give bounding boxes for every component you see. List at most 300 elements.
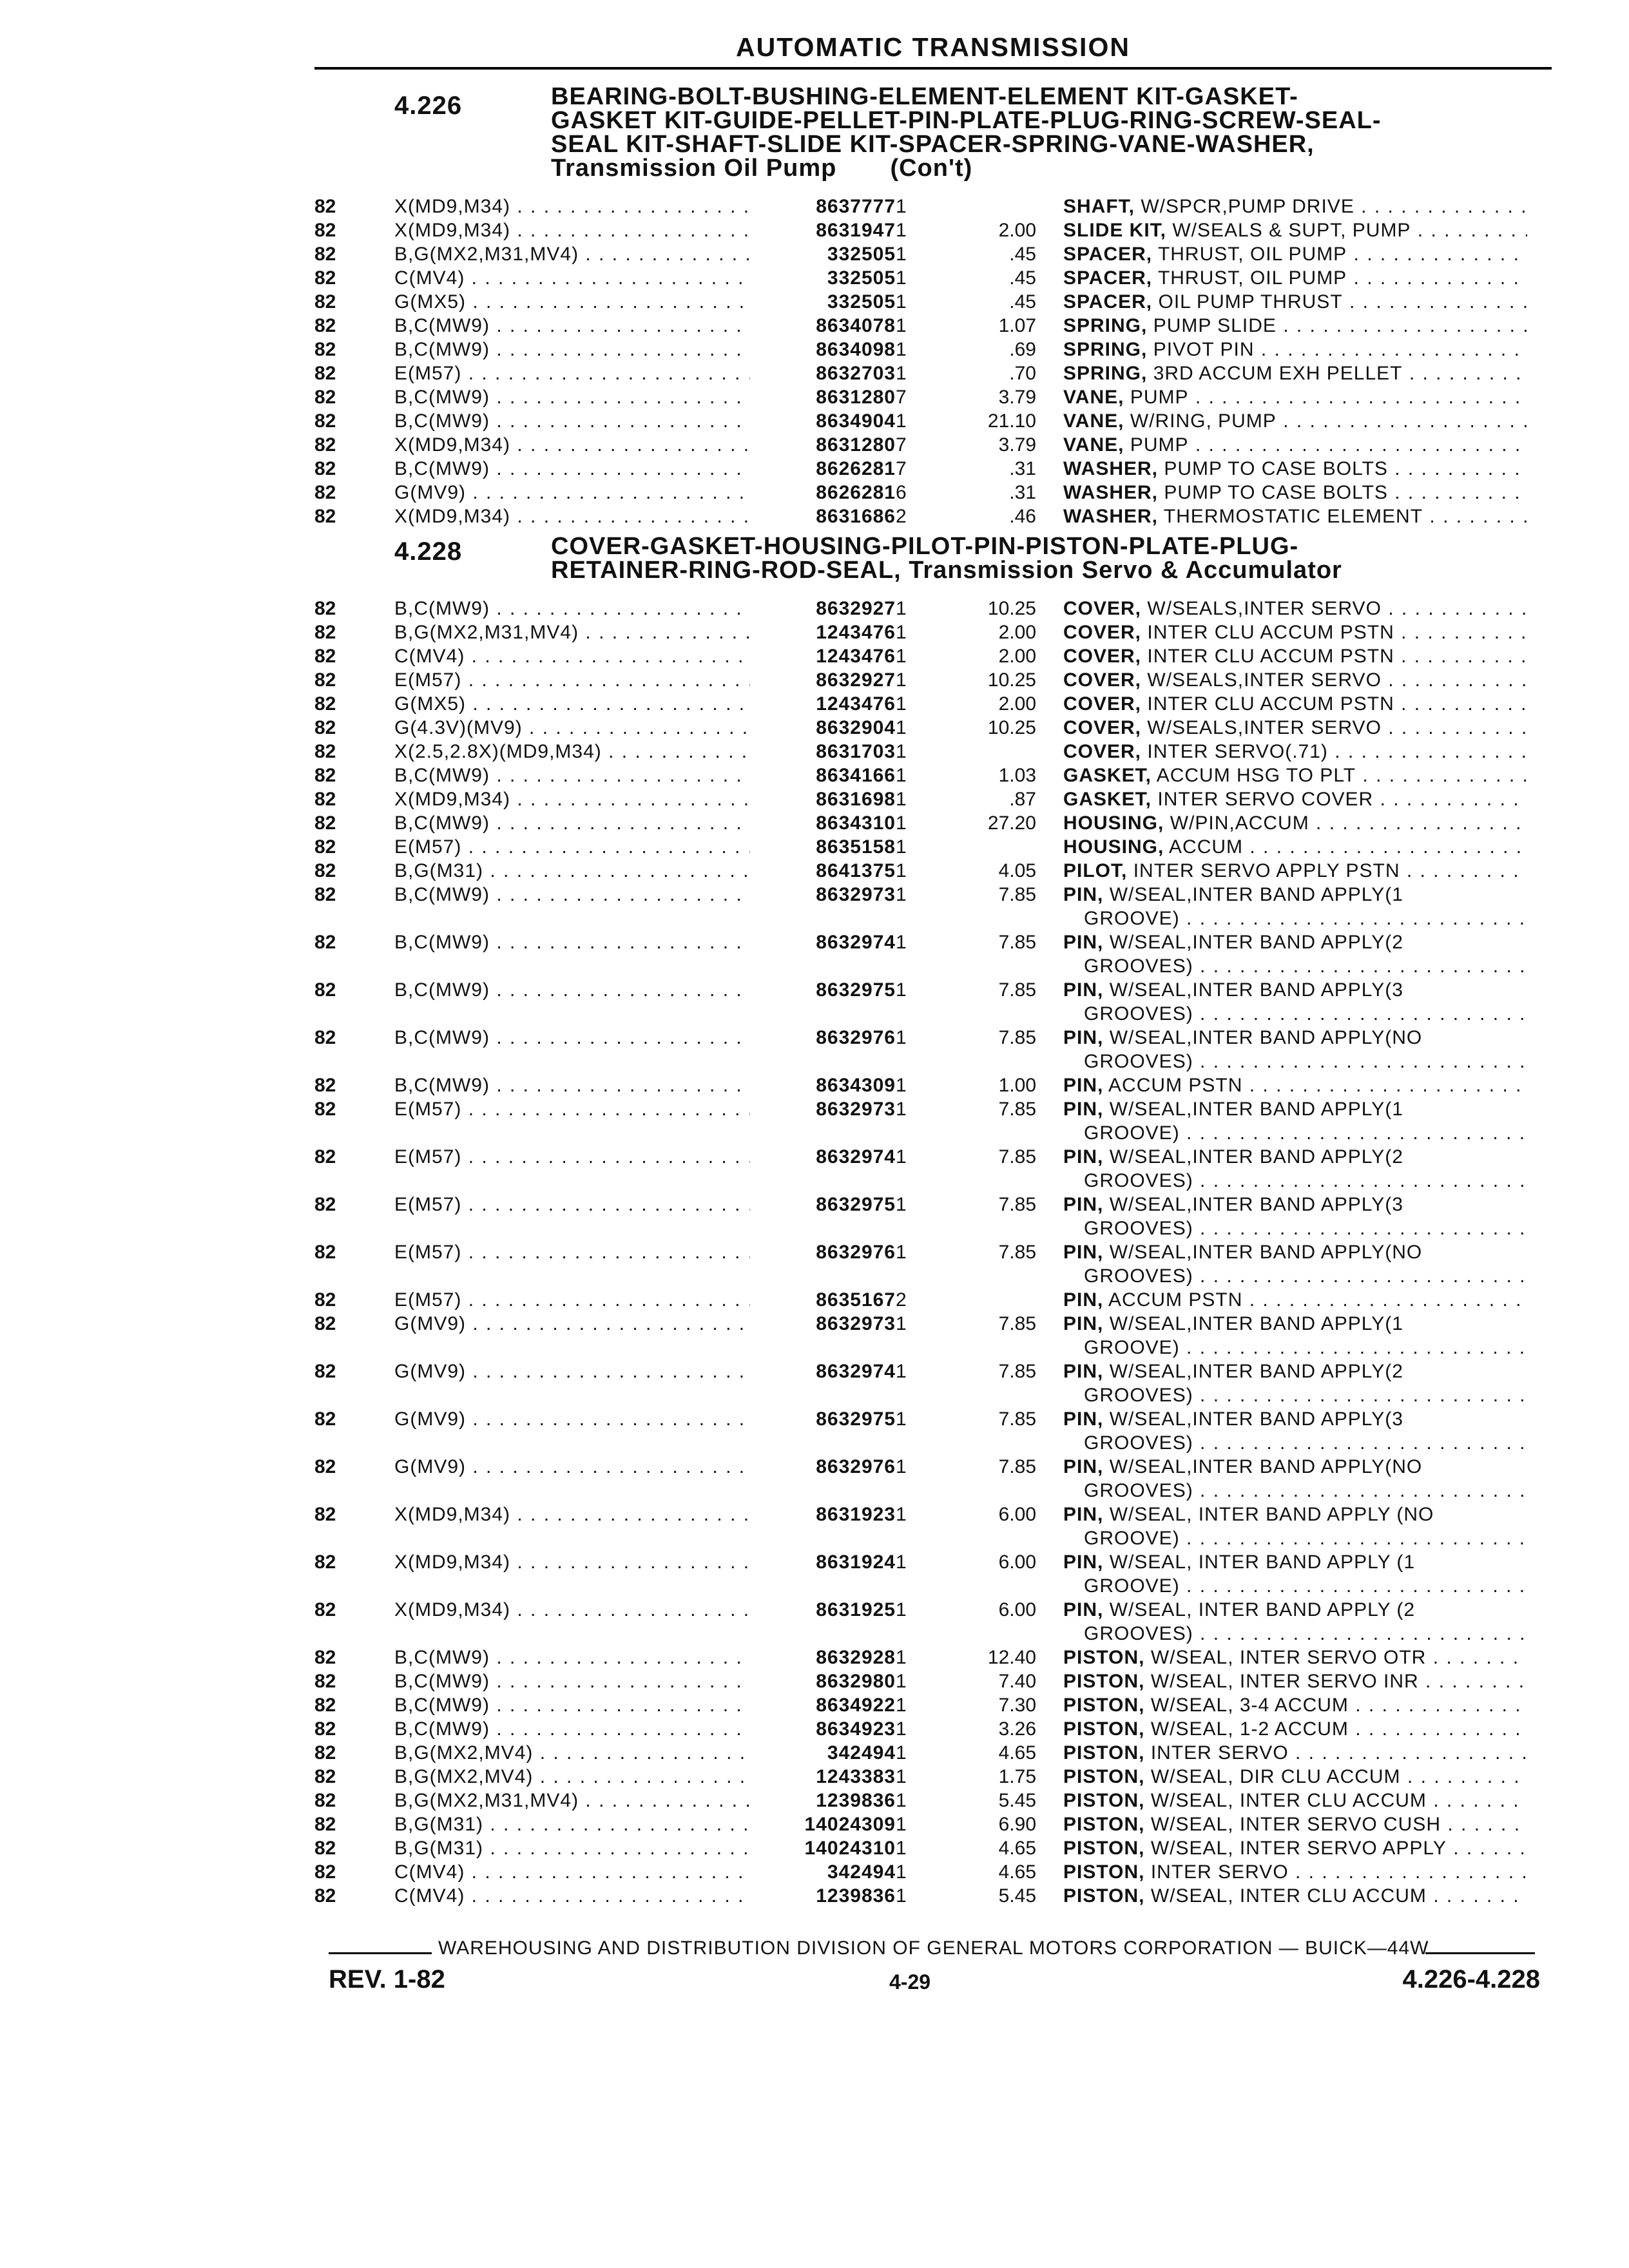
part-description: PUMP TO CASE BOLTS	[1164, 458, 1388, 479]
description-cell	[1063, 668, 1527, 692]
application-cell: G(MV9) . . .	[394, 1455, 750, 1479]
part-number-cell: 1243476	[816, 646, 896, 667]
application-cell: E(M57) . . .	[394, 361, 750, 385]
year-cell: 82	[314, 1671, 336, 1692]
application-cell: B,C(MW9) . . .	[394, 1073, 750, 1097]
quantity-cell: 1	[896, 1671, 907, 1692]
part-number-cell: 8632927	[816, 669, 896, 691]
part-description: W/SEALS & SUPT, PUMP	[1172, 220, 1411, 241]
table-row	[0, 218, 1629, 242]
application-cell: B,G(M31) . . .	[394, 859, 750, 883]
part-description: W/PIN,ACCUM	[1170, 812, 1309, 834]
year-cell: 82	[314, 363, 336, 384]
part-description: OIL PUMP THRUST	[1158, 291, 1343, 312]
table-row	[0, 1145, 1629, 1193]
application-cell: B,C(MW9) . . .	[394, 883, 750, 907]
description-continuation: GROOVE) . . .	[1084, 1336, 1528, 1360]
part-description: W/SEAL, INTER CLU ACCUM	[1150, 1885, 1427, 1907]
quantity-cell: 1	[896, 1313, 907, 1334]
part-description: W/SEAL,INTER BAND APPLY(3	[1109, 1408, 1403, 1430]
price-cell: 10.25	[987, 598, 1036, 619]
part-number-cell: 8632976	[816, 1242, 896, 1263]
part-name: PIN,	[1063, 1242, 1104, 1263]
part-number-cell: 342494	[827, 1742, 896, 1763]
part-name: VANE,	[1063, 387, 1124, 408]
description-continuation: GROOVE) . . .	[1084, 1574, 1528, 1598]
part-description: W/SEAL, 1-2 ACCUM	[1150, 1718, 1349, 1740]
year-cell: 82	[314, 812, 336, 834]
application-cell: B,C(MW9) . . .	[394, 314, 750, 338]
description-cell	[1063, 1073, 1527, 1097]
part-name: VANE,	[1063, 434, 1124, 456]
table-row	[0, 1193, 1629, 1240]
part-number-cell: 1239836	[816, 1790, 896, 1811]
application-cell: X(MD9,M34) . . .	[394, 1503, 750, 1526]
application-cell: B,C(MW9) . . .	[394, 930, 750, 954]
table-row	[0, 1288, 1629, 1312]
part-number-cell: 8632974	[816, 1146, 896, 1168]
part-name: GASKET,	[1063, 789, 1152, 810]
section-title-part: RETAINER-RING-ROD-SEAL,	[551, 557, 901, 584]
price-cell: 2.00	[998, 693, 1036, 715]
part-name: HOUSING,	[1063, 836, 1164, 858]
description-continuation: GROOVE) . . .	[1084, 1121, 1528, 1145]
part-number-cell: 8631698	[816, 789, 896, 810]
application-cell: X(MD9,M34) . . .	[394, 1550, 750, 1574]
description-continuation: GROOVE) . . .	[1084, 1526, 1528, 1550]
table-row	[0, 1240, 1629, 1288]
quantity-cell: 2	[896, 506, 907, 527]
quantity-cell: 1	[896, 1790, 907, 1811]
application-cell: E(M57) . . .	[394, 1097, 750, 1121]
part-name: COVER,	[1063, 693, 1142, 715]
section-number: 4.228	[394, 537, 463, 566]
description-cell	[1063, 1646, 1527, 1669]
description-cell	[1063, 1312, 1527, 1336]
part-number-cell: 8632927	[816, 598, 896, 619]
year-cell: 82	[314, 1194, 336, 1215]
quantity-cell: 1	[896, 812, 907, 834]
table-row	[0, 1455, 1629, 1503]
application-cell: B,C(MW9) . . .	[394, 597, 750, 620]
part-number-cell: 8631686	[816, 506, 896, 527]
section-title-line: COVER-GASKET-HOUSING-PILOT-PIN-PISTON-PLATE-PLUG-	[551, 533, 1299, 560]
part-description: W/SEAL, INTER BAND APPLY (NO	[1109, 1504, 1434, 1525]
section-subtitle-line	[551, 157, 1556, 180]
quantity-cell: 1	[896, 196, 907, 217]
part-number-cell: 8634166	[816, 765, 896, 786]
application-cell: C(MV4) . . .	[394, 1860, 750, 1884]
quantity-cell: 1	[896, 693, 907, 715]
table-row	[0, 338, 1629, 361]
page-number: 4-29	[889, 1970, 931, 1994]
part-name: PISTON,	[1063, 1814, 1145, 1835]
part-name: PISTON,	[1063, 1695, 1145, 1716]
year-cell: 82	[314, 1456, 336, 1477]
part-number-cell: 8632973	[816, 1313, 896, 1334]
application-cell: C(MV4) . . .	[394, 266, 750, 290]
description-cell	[1063, 1145, 1527, 1169]
part-name: PIN,	[1063, 1456, 1104, 1477]
table-row	[0, 692, 1629, 716]
footer-rule-left	[329, 1952, 432, 1954]
price-cell: 10.25	[987, 717, 1036, 738]
table-row	[0, 1097, 1629, 1145]
price-cell: 7.85	[998, 1361, 1036, 1382]
section-title	[551, 85, 1556, 180]
year-cell: 82	[314, 1099, 336, 1120]
part-number-cell: 332505	[827, 244, 896, 265]
application-cell: B,C(MW9) . . .	[394, 1026, 750, 1050]
quantity-cell: 1	[896, 1075, 907, 1096]
description-cell	[1063, 1550, 1527, 1574]
part-number-cell: 8632980	[816, 1671, 896, 1692]
description-cell	[1063, 433, 1527, 457]
application-cell: B,G(M31) . . .	[394, 1812, 750, 1836]
part-number-cell: 8632975	[816, 1194, 896, 1215]
part-name: SPACER,	[1063, 267, 1153, 289]
part-description: W/SPCR,PUMP DRIVE	[1141, 196, 1354, 217]
quantity-cell: 1	[896, 291, 907, 312]
application-cell: B,G(MX2,MV4) . . .	[394, 1765, 750, 1789]
part-description: PUMP	[1130, 434, 1189, 456]
price-cell: 7.85	[998, 1194, 1036, 1215]
quantity-cell: 1	[896, 1647, 907, 1668]
quantity-cell: 1	[896, 598, 907, 619]
application-cell: G(MV9) . . .	[394, 1360, 750, 1383]
part-description: W/SEAL,INTER BAND APPLY(3	[1109, 1194, 1403, 1215]
year-cell: 82	[314, 717, 336, 738]
description-cell	[1063, 1288, 1527, 1312]
year-cell: 82	[314, 506, 336, 527]
part-number-cell: 8632975	[816, 979, 896, 1001]
description-cell	[1063, 338, 1527, 361]
application-cell: B,C(MW9) . . .	[394, 338, 750, 361]
table-row	[0, 1860, 1629, 1884]
application-cell: G(MX5) . . .	[394, 290, 750, 314]
description-cell	[1063, 883, 1527, 907]
price-cell: .87	[1009, 789, 1036, 810]
year-cell: 82	[314, 1790, 336, 1811]
quantity-cell: 1	[896, 1766, 907, 1787]
price-cell: 2.00	[998, 622, 1036, 643]
description-cell	[1063, 787, 1527, 811]
quantity-cell: 1	[896, 765, 907, 786]
table-row	[0, 1669, 1629, 1693]
description-cell	[1063, 978, 1527, 1002]
price-cell: 2.00	[998, 220, 1036, 241]
description-continuation: GROOVES) . . .	[1084, 954, 1528, 978]
part-name: PIN,	[1063, 1194, 1104, 1215]
description-cell	[1063, 1669, 1527, 1693]
table-row	[0, 1812, 1629, 1836]
quantity-cell: 1	[896, 339, 907, 360]
year-cell: 82	[314, 244, 336, 265]
year-cell: 82	[314, 1146, 336, 1168]
table-row	[0, 1884, 1629, 1908]
quantity-cell: 1	[896, 1718, 907, 1740]
part-description: W/SEAL,INTER BAND APPLY(1	[1109, 1099, 1403, 1120]
year-cell: 82	[314, 646, 336, 667]
part-number-cell: 8634923	[816, 1718, 896, 1740]
application-cell: G(MV9) . . .	[394, 1407, 750, 1431]
description-continuation: GROOVES) . . .	[1084, 1216, 1528, 1240]
part-number-cell: 8631280	[816, 387, 896, 408]
section-title-line: BEARING-BOLT-BUSHING-ELEMENT-ELEMENT KIT-GASKET-	[551, 83, 1298, 110]
description-cell	[1063, 218, 1527, 242]
part-number-cell: 8634309	[816, 1075, 896, 1096]
part-name: WASHER,	[1063, 506, 1159, 527]
part-description: W/SEAL, INTER BAND APPLY (1	[1109, 1552, 1416, 1573]
part-description: W/SEAL, 3-4 ACCUM	[1150, 1695, 1349, 1716]
description-cell	[1063, 1860, 1527, 1884]
part-name: PIN,	[1063, 1504, 1104, 1525]
description-cell	[1063, 597, 1527, 620]
description-cell	[1063, 1407, 1527, 1431]
application-cell: B,C(MW9) . . .	[394, 385, 750, 409]
part-number-cell: 1243476	[816, 693, 896, 715]
part-description: W/SEAL,INTER BAND APPLY(1	[1109, 1313, 1403, 1334]
part-description: W/SEAL,INTER BAND APPLY(3	[1109, 979, 1403, 1001]
part-description: INTER SERVO	[1150, 1861, 1289, 1883]
price-cell: .45	[1009, 244, 1036, 265]
part-description: PUMP SLIDE	[1153, 315, 1277, 336]
year-cell: 82	[314, 669, 336, 691]
table-row	[0, 1073, 1629, 1097]
description-cell	[1063, 1193, 1527, 1216]
part-description: W/SEAL,INTER BAND APPLY(2	[1109, 932, 1403, 953]
quantity-cell: 1	[896, 410, 907, 432]
description-cell	[1063, 1240, 1527, 1264]
part-number-cell: 8632973	[816, 1099, 896, 1120]
part-name: PIN,	[1063, 932, 1104, 953]
part-name: PISTON,	[1063, 1885, 1145, 1907]
year-cell: 82	[314, 836, 336, 858]
part-description: W/SEAL, INTER SERVO CUSH	[1150, 1814, 1441, 1835]
price-cell: 7.85	[998, 979, 1036, 1001]
part-number-cell: 8632976	[816, 1456, 896, 1477]
description-cell	[1063, 314, 1527, 338]
application-cell: B,G(M31) . . .	[394, 1836, 750, 1860]
table-row	[0, 1312, 1629, 1360]
footer-rule-right	[1425, 1952, 1535, 1954]
description-cell	[1063, 1503, 1527, 1526]
application-cell: X(MD9,M34) . . .	[394, 505, 750, 528]
quantity-cell: 1	[896, 836, 907, 858]
table-row	[0, 1836, 1629, 1860]
application-cell: B,C(MW9) . . .	[394, 811, 750, 835]
year-cell: 82	[314, 1647, 336, 1668]
price-cell: 7.85	[998, 1313, 1036, 1334]
price-cell: 7.85	[998, 884, 1036, 905]
part-name: PISTON,	[1063, 1647, 1145, 1668]
footer-organization: WAREHOUSING AND DISTRIBUTION DIVISION OF GENERAL MOTORS CORPORATION — BUICK—44W	[438, 1937, 1429, 1959]
quantity-cell: 1	[896, 1242, 907, 1263]
part-name: PISTON,	[1063, 1671, 1145, 1692]
application-cell: C(MV4) . . .	[394, 644, 750, 668]
description-cell	[1063, 457, 1527, 481]
table-row	[0, 978, 1629, 1026]
year-cell: 82	[314, 1552, 336, 1573]
part-number-cell: 342494	[827, 1861, 896, 1883]
quantity-cell: 1	[896, 1456, 907, 1477]
price-cell: 5.45	[998, 1790, 1036, 1811]
application-cell: B,G(MX2,MV4) . . .	[394, 1741, 750, 1765]
table-row	[0, 1789, 1629, 1812]
table-row	[0, 409, 1629, 433]
quantity-cell: 1	[896, 1885, 907, 1907]
description-cell	[1063, 644, 1527, 668]
year-cell: 82	[314, 1361, 336, 1382]
description-cell	[1063, 1741, 1527, 1765]
year-cell: 82	[314, 196, 336, 217]
table-row	[0, 1717, 1629, 1741]
part-description: W/SEAL,INTER BAND APPLY(NO	[1109, 1242, 1423, 1263]
description-cell	[1063, 195, 1527, 218]
page-header: AUTOMATIC TRANSMISSION	[736, 32, 1130, 62]
application-cell: B,C(MW9) . . .	[394, 978, 750, 1002]
year-cell: 82	[314, 979, 336, 1001]
application-cell: E(M57) . . .	[394, 1145, 750, 1169]
table-row	[0, 597, 1629, 620]
part-name: COVER,	[1063, 646, 1142, 667]
year-cell: 82	[314, 1599, 336, 1620]
quantity-cell: 1	[896, 741, 907, 762]
quantity-cell: 1	[896, 220, 907, 241]
quantity-cell: 1	[896, 789, 907, 810]
quantity-cell: 1	[896, 363, 907, 384]
part-number-cell: 8626281	[816, 482, 896, 503]
part-description: ACCUM HSG TO PLT	[1156, 765, 1356, 786]
part-name: SLIDE KIT,	[1063, 220, 1167, 241]
quantity-cell: 7	[896, 434, 907, 456]
quantity-cell: 1	[896, 1814, 907, 1835]
description-cell	[1063, 290, 1527, 314]
part-name: PIN,	[1063, 884, 1104, 905]
year-cell: 82	[314, 598, 336, 619]
price-cell: 4.05	[998, 860, 1036, 881]
application-cell: B,G(MX2,M31,MV4) . . .	[394, 1789, 750, 1812]
application-cell: X(2.5,2.8X)(MD9,M34) . . .	[394, 740, 750, 764]
application-cell: B,C(MW9) . . .	[394, 764, 750, 787]
part-number-cell: 14024310	[804, 1838, 896, 1859]
price-cell: 7.85	[998, 1099, 1036, 1120]
part-name: PISTON,	[1063, 1790, 1145, 1811]
description-cell	[1063, 1836, 1527, 1860]
year-cell: 82	[314, 1718, 336, 1740]
year-cell: 82	[314, 765, 336, 786]
section-range: 4.226-4.228	[1402, 1965, 1540, 1994]
part-description: W/SEAL, INTER CLU ACCUM	[1150, 1790, 1427, 1811]
table-row	[0, 811, 1629, 835]
price-cell: .45	[1009, 267, 1036, 289]
description-continuation: GROOVES) . . .	[1084, 1479, 1528, 1503]
application-cell: E(M57) . . .	[394, 1193, 750, 1216]
price-cell: 1.07	[998, 315, 1036, 336]
table-row	[0, 457, 1629, 481]
price-cell: 12.40	[987, 1647, 1036, 1668]
price-cell: 4.65	[998, 1861, 1036, 1883]
application-cell: B,G(MX2,M31,MV4) . . .	[394, 242, 750, 266]
description-cell	[1063, 835, 1527, 859]
part-number-cell: 1243383	[816, 1766, 896, 1787]
part-description: PIVOT PIN	[1153, 339, 1255, 360]
part-number-cell: 8632703	[816, 363, 896, 384]
part-number-cell: 8626281	[816, 458, 896, 479]
application-cell: E(M57) . . .	[394, 668, 750, 692]
year-cell: 82	[314, 1408, 336, 1430]
description-cell	[1063, 505, 1527, 528]
description-continuation: GROOVES) . . .	[1084, 1050, 1528, 1073]
table-row	[0, 314, 1629, 338]
table-row	[0, 764, 1629, 787]
price-cell: 4.65	[998, 1742, 1036, 1763]
description-cell	[1063, 1097, 1527, 1121]
description-cell	[1063, 1765, 1527, 1789]
quantity-cell: 1	[896, 979, 907, 1001]
part-description: W/SEAL,INTER BAND APPLY(NO	[1109, 1456, 1423, 1477]
part-number-cell: 1243476	[816, 622, 896, 643]
application-cell: G(MX5) . . .	[394, 692, 750, 716]
part-name: PIN,	[1063, 1408, 1104, 1430]
description-cell	[1063, 692, 1527, 716]
part-name: PIN,	[1063, 1027, 1104, 1048]
year-cell: 82	[314, 220, 336, 241]
part-description: INTER SERVO COVER	[1157, 789, 1374, 810]
application-cell: B,C(MW9) . . .	[394, 1693, 750, 1717]
part-name: PIN,	[1063, 1599, 1104, 1620]
table-row	[0, 787, 1629, 811]
price-cell: 1.03	[998, 765, 1036, 786]
quantity-cell: 1	[896, 1861, 907, 1883]
price-cell: 7.85	[998, 1242, 1036, 1263]
quantity-cell: 1	[896, 1146, 907, 1168]
revision-label: REV. 1-82	[329, 1965, 445, 1994]
description-cell	[1063, 385, 1527, 409]
quantity-cell: 1	[896, 622, 907, 643]
table-row	[0, 740, 1629, 764]
part-number-cell: 8631924	[816, 1552, 896, 1573]
price-cell: 7.85	[998, 932, 1036, 953]
description-continuation: GROOVES) . . .	[1084, 1431, 1528, 1455]
description-cell	[1063, 266, 1527, 290]
part-name: PISTON,	[1063, 1861, 1145, 1883]
description-cell	[1063, 811, 1527, 835]
quantity-cell: 1	[896, 315, 907, 336]
part-number-cell: 8634904	[816, 410, 896, 432]
description-cell	[1063, 1455, 1527, 1479]
part-name: SPRING,	[1063, 339, 1148, 360]
part-description: ACCUM PSTN	[1108, 1289, 1243, 1311]
table-row	[0, 883, 1629, 930]
part-description: W/SEAL, DIR CLU ACCUM	[1150, 1766, 1401, 1787]
part-description: THRUST, OIL PUMP	[1157, 267, 1347, 289]
description-cell	[1063, 361, 1527, 385]
table-row	[0, 1360, 1629, 1407]
year-cell: 82	[314, 884, 336, 905]
quantity-cell: 1	[896, 932, 907, 953]
table-row	[0, 1765, 1629, 1789]
table-row	[0, 930, 1629, 978]
application-cell: B,C(MW9) . . .	[394, 409, 750, 433]
part-description: 3RD ACCUM EXH PELLET	[1153, 363, 1403, 384]
description-continuation: GROOVE) . . .	[1084, 907, 1528, 930]
table-row	[0, 859, 1629, 883]
part-number-cell: 8632974	[816, 932, 896, 953]
part-name: SPRING,	[1063, 363, 1148, 384]
price-cell: 7.85	[998, 1456, 1036, 1477]
description-continuation: GROOVES) . . .	[1084, 1169, 1528, 1193]
